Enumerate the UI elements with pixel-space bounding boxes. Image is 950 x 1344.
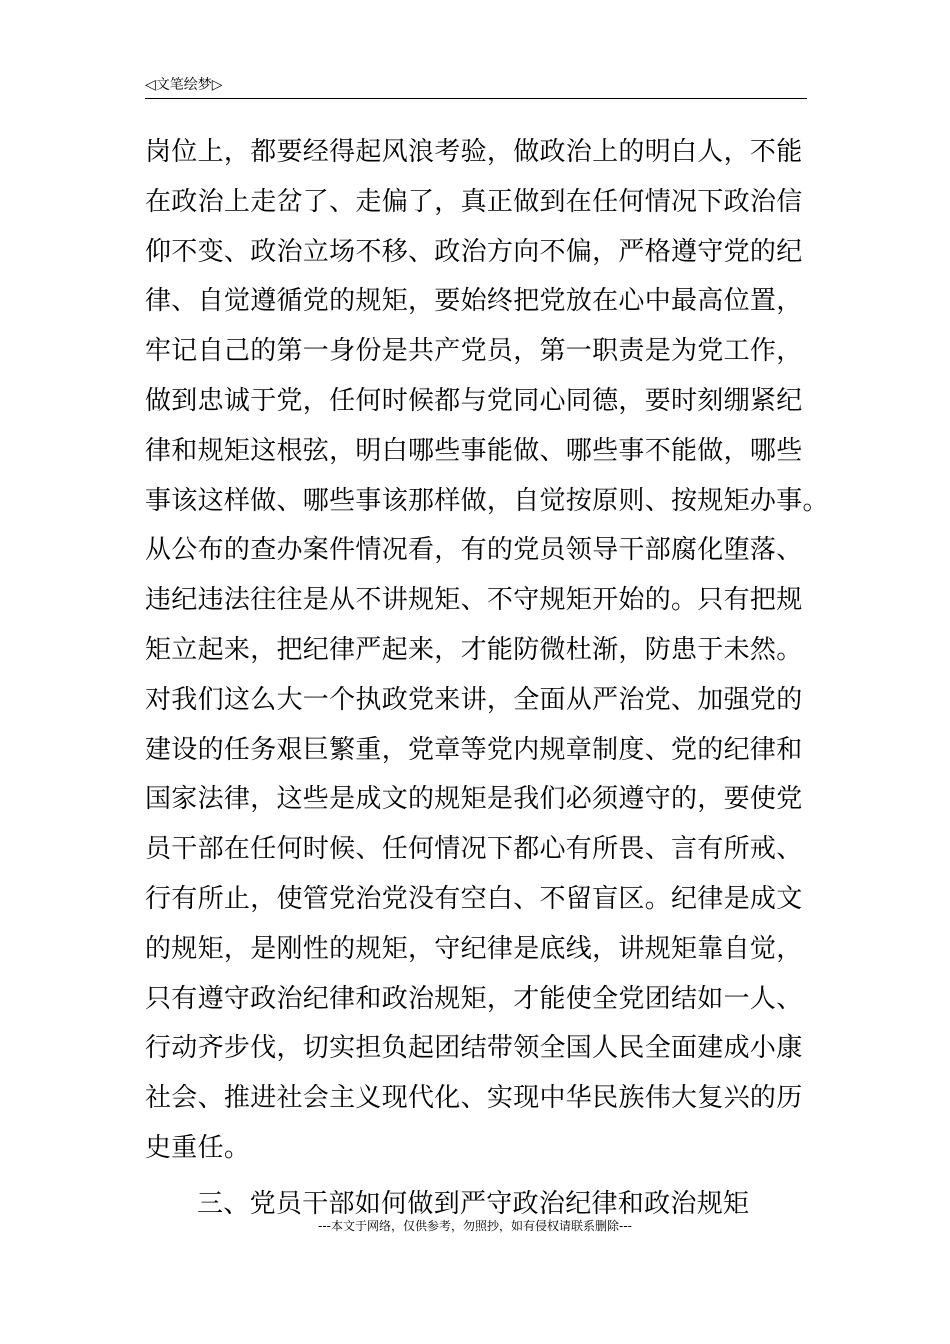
body-line: 仰不变、政治立场不移、政治方向不偏，严格遵守党的纪 (145, 236, 803, 267)
body-line: 国家法律，这些是成文的规矩是我们必须遵守的，要使党 (145, 784, 803, 815)
header-title: ◁文笔绘梦▷ (145, 77, 223, 93)
document-body (145, 128, 845, 1230)
body-line: 律、自觉遵循党的规矩，要始终把党放在心中最高位置， (145, 286, 803, 317)
body-line: 矩立起来，把纪律严起来，才能防微杜渐，防患于未然。 (145, 634, 803, 665)
body-line: 做到忠诚于党，任何时候都与党同心同德，要时刻绷紧纪 (145, 385, 803, 416)
body-line: 史重任。 (145, 1132, 251, 1163)
page-footer: ---本文于网络，仅供参考，勿照抄，如有侵权请联系删除--- (318, 1219, 632, 1233)
body-line: 律和规矩这根弦，明白哪些事能做、哪些事不能做，哪些 (145, 435, 803, 466)
body-line: 在政治上走岔了、走偏了，真正做到在任何情况下政治信 (145, 186, 803, 217)
body-line: 事该这样做、哪些事该那样做，自觉按原则、按规矩办事。 (145, 485, 829, 516)
body-line: 牢记自己的第一身份是共产党员，第一职责是为党工作， (145, 336, 803, 367)
body-line: 只有遵守政治纪律和政治规矩，才能使全党团结如一人、 (145, 983, 803, 1014)
body-line: 从公布的查办案件情况看，有的党员领导干部腐化堕落、 (145, 535, 803, 566)
body-line: 行有所止，使管党治党没有空白、不留盲区。纪律是成文 (145, 883, 803, 914)
page-header (145, 72, 807, 99)
body-line: 员干部在任何时候、任何情况下都心有所畏、言有所戒、 (145, 834, 803, 865)
body-line: 对我们这么大一个执政党来讲，全面从严治党、加强党的 (145, 684, 803, 715)
body-line: 行动齐步伐，切实担负起团结带领全国人民全面建成小康 (145, 1033, 803, 1064)
section-heading: 三、党员干部如何做到严守政治纪律和政治规矩 (197, 1188, 750, 1219)
body-line: 社会、推进社会主义现代化、实现中华民族伟大复兴的历 (145, 1083, 803, 1114)
body-line: 的规矩，是刚性的规矩，守纪律是底线，讲规矩靠自觉， (145, 933, 803, 964)
body-line: 建设的任务艰巨繁重，党章等党内规章制度、党的纪律和 (145, 734, 803, 765)
body-line: 违纪违法往往是从不讲规矩、不守规矩开始的。只有把规 (145, 585, 803, 616)
body-line: 岗位上，都要经得起风浪考验，做政治上的明白人，不能 (145, 137, 803, 167)
